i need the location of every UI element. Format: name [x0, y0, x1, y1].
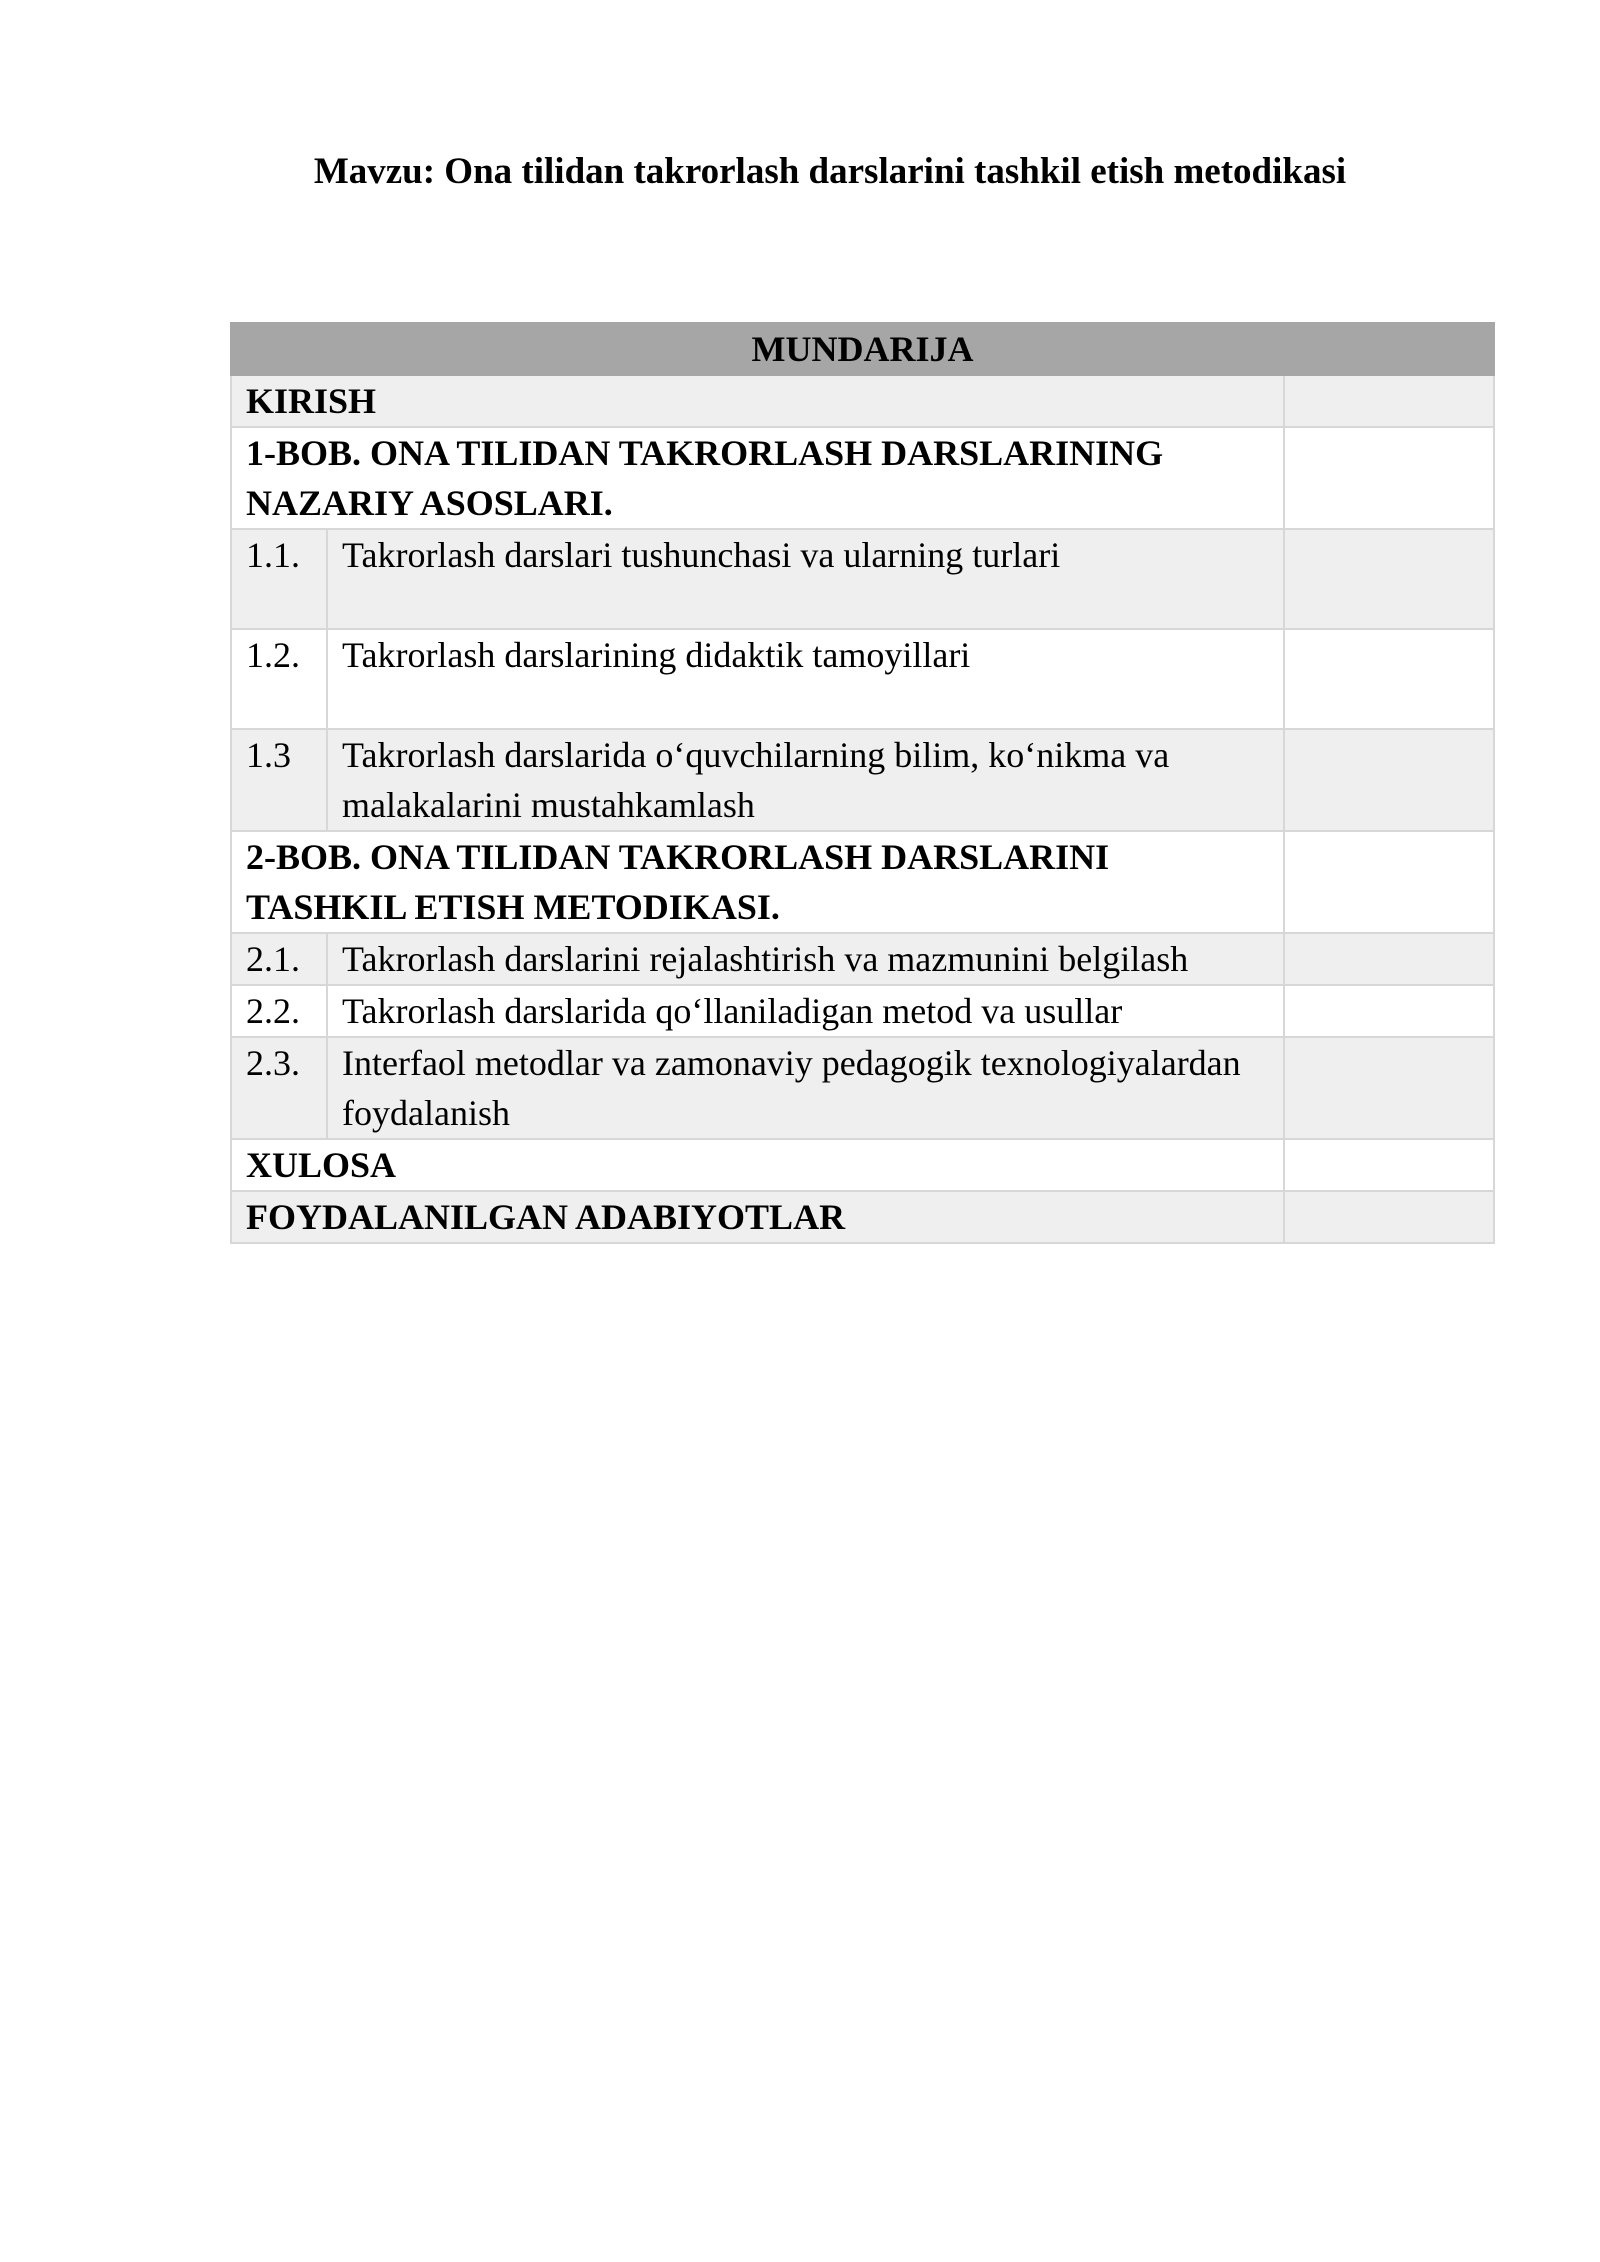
- toc-row-chapter-1: [231, 427, 1494, 529]
- toc-item-label: Interfaol metodlar va zamonaviy pedagogik texnologiyalardan foydalanish: [327, 1037, 1284, 1139]
- toc-item-number: 2.3.: [231, 1037, 327, 1139]
- toc-page-number: [1284, 1037, 1494, 1139]
- toc-row-adabiyotlar: [231, 1191, 1494, 1243]
- toc-row-1-2: [231, 629, 1494, 729]
- toc-page-number: [1284, 985, 1494, 1037]
- toc-row-1-1: [231, 529, 1494, 629]
- toc-item-label: Takrorlash darslarini rejalashtirish va mazmunini belgilash: [327, 933, 1284, 985]
- toc-page-number: [1284, 831, 1494, 933]
- toc-item-number: 2.1.: [231, 933, 327, 985]
- toc-row-2-3: [231, 1037, 1494, 1139]
- toc-item-label: Takrorlash darslarining didaktik tamoyillari: [327, 629, 1284, 729]
- toc-item-label: Takrorlash darslarida o‘quvchilarning bilim, ko‘nikma va malakalarini mustahkamlash: [327, 729, 1284, 831]
- toc-section-label: 1-BOB. ONA TILIDAN TAKRORLASH DARSLARINING NAZARIY ASOSLARI.: [231, 427, 1284, 529]
- toc-row-xulosa: [231, 1139, 1494, 1191]
- toc-section-label: XULOSA: [231, 1139, 1284, 1191]
- toc-page-number: [1284, 1191, 1494, 1243]
- toc-row-1-3: [231, 729, 1494, 831]
- toc-item-number: 2.2.: [231, 985, 327, 1037]
- toc-page-number: [1284, 375, 1494, 427]
- toc-page-number: [1284, 629, 1494, 729]
- toc-page-number: [1284, 933, 1494, 985]
- toc-item-label: Takrorlash darslarida qo‘llaniladigan metod va usullar: [327, 985, 1284, 1037]
- toc-row-2-2: [231, 985, 1494, 1037]
- toc-page-number: [1284, 427, 1494, 529]
- toc-page-number: [1284, 729, 1494, 831]
- toc-heading: MUNDARIJA: [231, 323, 1494, 375]
- toc-page-number: [1284, 1139, 1494, 1191]
- toc-section-label: FOYDALANILGAN ADABIYOTLAR: [231, 1191, 1284, 1243]
- toc-row-kirish: [231, 375, 1494, 427]
- table-of-contents: [230, 322, 1495, 1244]
- toc-item-label: Takrorlash darslari tushunchasi va ularning turlari: [327, 529, 1284, 629]
- toc-item-number: 1.2.: [231, 629, 327, 729]
- toc-item-number: 1.1.: [231, 529, 327, 629]
- page-title: Mavzu: Ona tilidan takrorlash darslarini tashkil etish metodikasi: [313, 151, 1347, 192]
- toc-page-number: [1284, 529, 1494, 629]
- toc-row-2-1: [231, 933, 1494, 985]
- toc-header-row: [231, 323, 1494, 375]
- toc-section-label: 2-BOB. ONA TILIDAN TAKRORLASH DARSLARINI TASHKIL ETISH METODIKASI.: [231, 831, 1284, 933]
- toc-section-label: KIRISH: [231, 375, 1284, 427]
- toc-row-chapter-2: [231, 831, 1494, 933]
- toc-item-number: 1.3: [231, 729, 327, 831]
